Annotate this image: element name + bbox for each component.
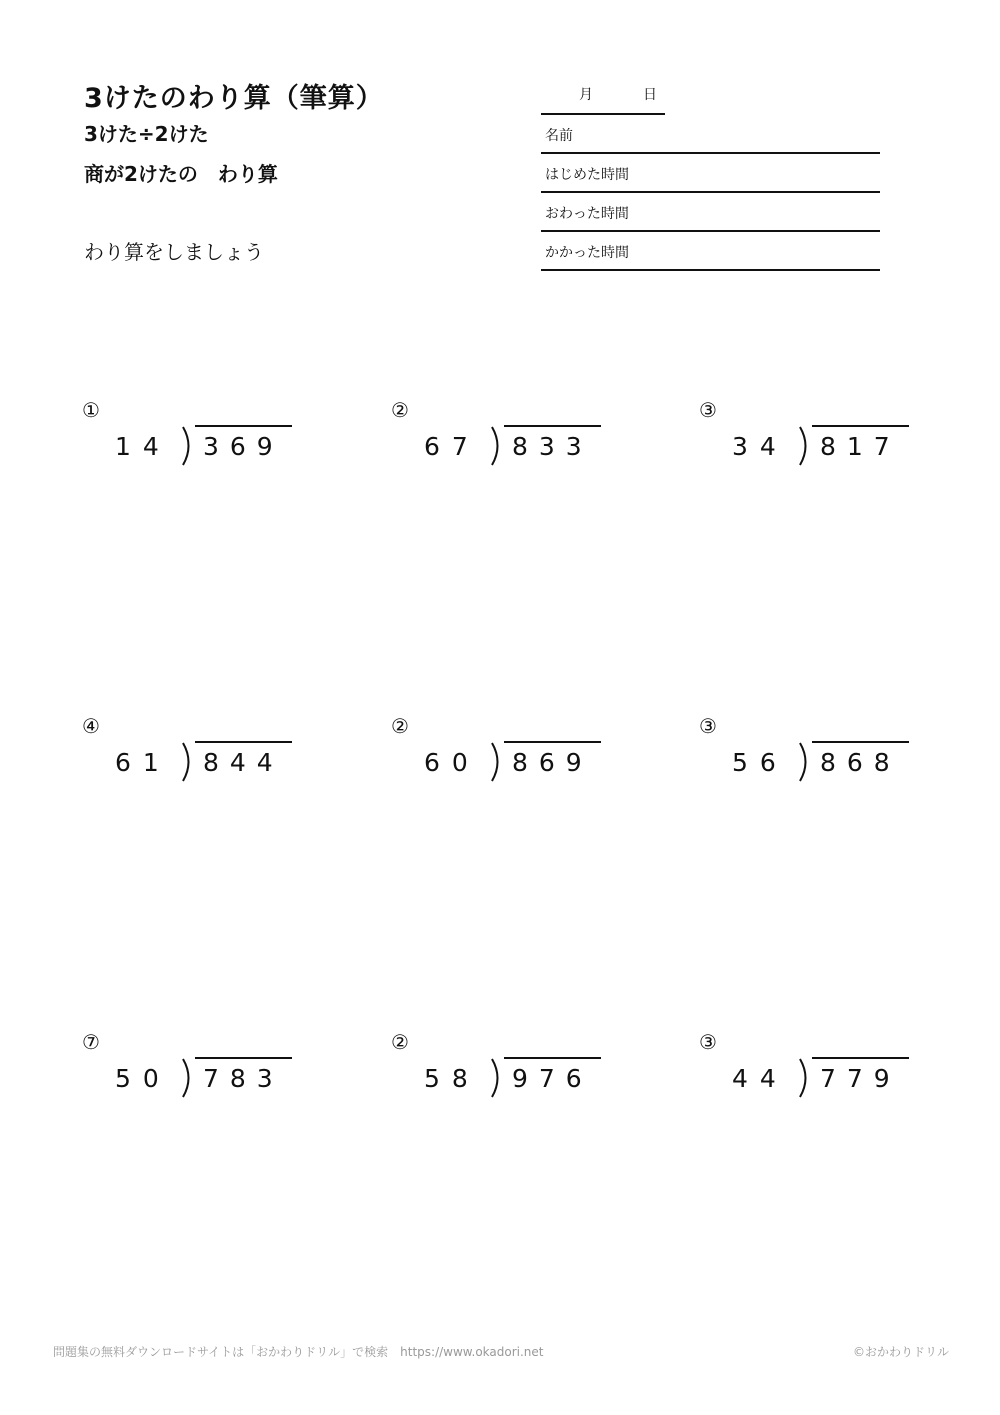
problem-8: [391, 1030, 621, 1110]
division-bracket-icon: [487, 1054, 507, 1102]
start-time-field[interactable]: [541, 154, 880, 193]
division-bar: [812, 741, 909, 743]
month-label: 月: [579, 87, 593, 103]
divisor: 61: [115, 748, 171, 777]
division-bracket-icon: [178, 422, 198, 470]
division-bar: [195, 741, 292, 743]
division-bracket-icon: [487, 422, 507, 470]
dividend: 833: [512, 432, 593, 461]
division-bar: [812, 1057, 909, 1059]
division-bar: [504, 741, 601, 743]
name-label: 名前: [545, 128, 573, 144]
division-bracket-icon: [178, 738, 198, 786]
problem-number: ②: [391, 714, 409, 738]
worksheet-subtitle-2: 商が2けたの わり算: [84, 162, 278, 186]
duration-field[interactable]: [541, 232, 880, 271]
problem-2: [391, 398, 621, 478]
duration-label: かかった時間: [545, 245, 629, 261]
division-bar: [504, 425, 601, 427]
footer-site-note: 問題集の無料ダウンロードサイトは「おかわりドリル」で検索 https://www.okadori.net: [53, 1345, 544, 1359]
divisor: 34: [732, 432, 788, 461]
problem-number: ②: [391, 1030, 409, 1054]
problem-7: [82, 1030, 312, 1110]
dividend: 869: [512, 748, 593, 777]
division-bar: [195, 425, 292, 427]
end-time-field[interactable]: [541, 193, 880, 232]
problem-3: [699, 398, 929, 478]
division-bracket-icon: [795, 422, 815, 470]
divisor: 14: [115, 432, 171, 461]
dividend: 976: [512, 1064, 593, 1093]
divisor: 67: [424, 432, 480, 461]
problem-6: [699, 714, 929, 794]
dividend: 779: [820, 1064, 901, 1093]
division-bracket-icon: [487, 738, 507, 786]
problem-number: ⑦: [82, 1030, 100, 1054]
division-bracket-icon: [795, 1054, 815, 1102]
problem-number: ③: [699, 398, 717, 422]
start-time-label: はじめた時間: [545, 167, 629, 183]
problem-number: ③: [699, 1030, 717, 1054]
divisor: 56: [732, 748, 788, 777]
problem-number: ②: [391, 398, 409, 422]
dividend: 817: [820, 432, 901, 461]
dividend: 844: [203, 748, 284, 777]
division-bar: [195, 1057, 292, 1059]
division-bracket-icon: [795, 738, 815, 786]
name-field[interactable]: [541, 115, 880, 154]
division-bracket-icon: [178, 1054, 198, 1102]
date-field[interactable]: [541, 80, 665, 115]
divisor: 50: [115, 1064, 171, 1093]
end-time-label: おわった時間: [545, 206, 629, 222]
dividend: 783: [203, 1064, 284, 1093]
division-bar: [812, 425, 909, 427]
divisor: 44: [732, 1064, 788, 1093]
footer-copyright: ©おかわりドリル: [853, 1345, 950, 1359]
problem-9: [699, 1030, 929, 1110]
worksheet-subtitle: 3けた÷2けた: [84, 122, 209, 146]
problem-1: [82, 398, 312, 478]
dividend: 868: [820, 748, 901, 777]
problem-4: [82, 714, 312, 794]
dividend: 369: [203, 432, 284, 461]
worksheet-title: 3けたのわり算（筆算）: [84, 83, 384, 114]
divisor: 60: [424, 748, 480, 777]
problem-number: ④: [82, 714, 100, 738]
instruction-text: わり算をしましょう: [84, 240, 264, 264]
division-bar: [504, 1057, 601, 1059]
day-label: 日: [643, 87, 657, 103]
divisor: 58: [424, 1064, 480, 1093]
problem-number: ①: [82, 398, 100, 422]
problem-5: [391, 714, 621, 794]
problem-number: ③: [699, 714, 717, 738]
